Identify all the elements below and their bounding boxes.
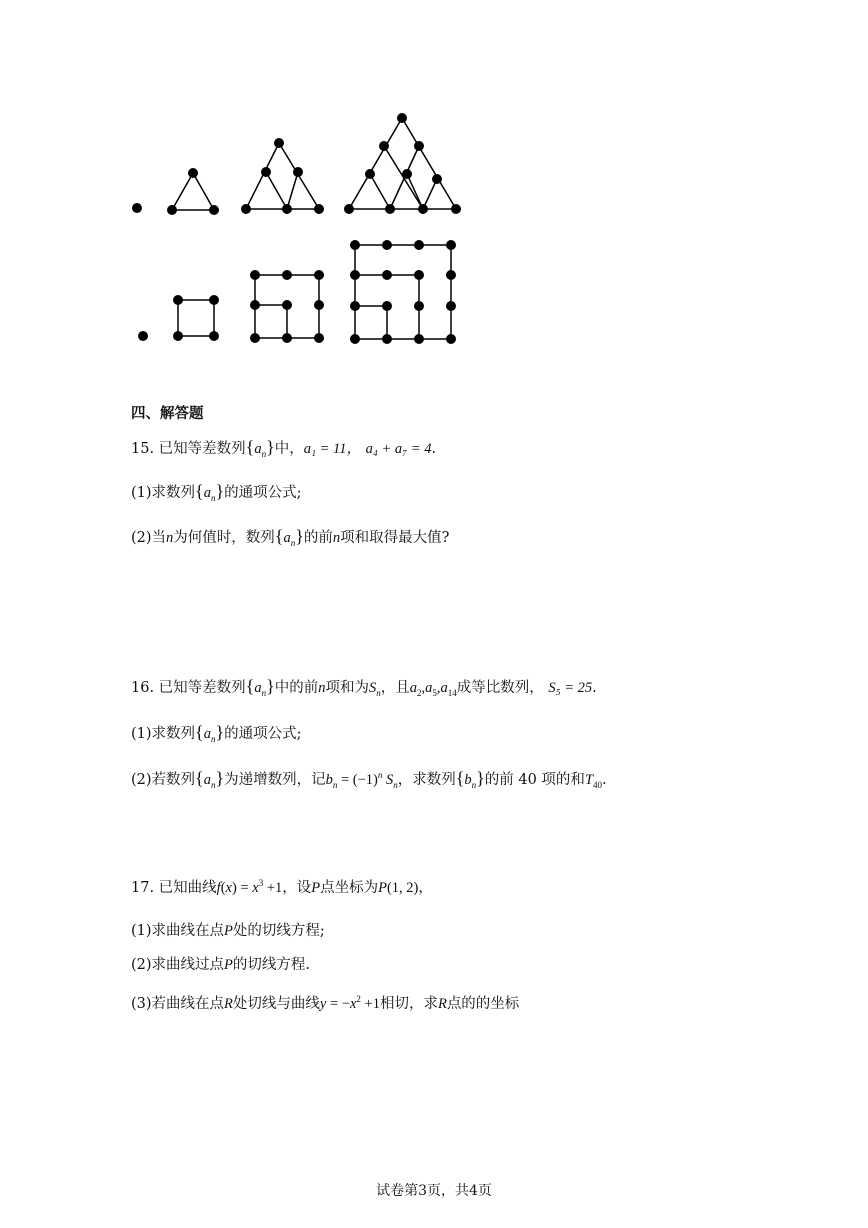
q17-part-2: (2)求曲线过点P的切线方程. bbox=[131, 957, 311, 973]
q17-number: 17. bbox=[131, 880, 155, 896]
square-pattern-lines bbox=[178, 245, 451, 339]
q15-part-1-text-a: (1)求数列 bbox=[131, 485, 196, 501]
q17-text-3: 点坐标为 bbox=[320, 880, 379, 896]
q17-part-3-text-d: 点的的坐标 bbox=[446, 996, 520, 1012]
section-title: 四、解答题 bbox=[131, 406, 204, 422]
q16-part-2-text-b: 为递增数列，记 bbox=[224, 772, 326, 788]
q17-text-1: 已知曲线 bbox=[158, 880, 217, 896]
q15-text-2: 中， bbox=[274, 441, 304, 457]
q17-part-2-text-a: (2)求曲线过点 bbox=[131, 957, 225, 973]
q15-text-1: 已知等差数列 bbox=[158, 441, 246, 457]
dot-pattern-figure bbox=[0, 0, 868, 400]
q17-part-3-text-a: (3)若曲线在点 bbox=[131, 996, 225, 1012]
q15-part-1-text-b: 的通项公式; bbox=[224, 485, 302, 501]
q17-text-4: ， bbox=[418, 880, 433, 896]
q15-number: 15. bbox=[131, 441, 155, 457]
q16-text-2: 中的前 bbox=[274, 680, 319, 696]
q15-condition-2: a₄ + a₇ = 4 bbox=[365, 441, 432, 457]
q16-part-1: (1)求数列$\{a_n\}$的通项公式; bbox=[131, 722, 302, 744]
q17-part-2-text-b: 的切线方程. bbox=[232, 957, 311, 973]
q16-part-1-text-a: (1)求数列 bbox=[131, 726, 196, 742]
q16-text-4: ，且 bbox=[380, 680, 410, 696]
q16-text-3: 项和为 bbox=[325, 680, 369, 696]
q15-part-1: (1)求数列$\{a_n\}$的通项公式; bbox=[131, 481, 302, 503]
q16-part-1-text-b: 的通项公式; bbox=[224, 726, 302, 742]
q17-stem: 17. 已知曲线$f(x) = x^3 +1$，设P点坐标为P(1, 2)， bbox=[131, 878, 433, 896]
q15-condition-1: a₁ = 11， bbox=[303, 441, 361, 457]
q15-part-2: (2)当n为何值时，数列$\{a_n\}$的前n项和取得最大值? bbox=[131, 526, 450, 548]
q17-part-1-text-b: 处的切线方程; bbox=[232, 923, 325, 939]
q15-part-2-text-c: 的前 bbox=[303, 530, 333, 546]
page-footer: 试卷第3页，共4页 bbox=[376, 1183, 492, 1199]
q16-stem: 16. 已知等差数列$\{a_n\}$中的前n项和为$S_n$，且$a_2,a_5,a_{14}$成等比数列， S₅ = 25. bbox=[131, 676, 597, 698]
q17-part-3: (3)若曲线在点R处切线与曲线$y = -x^2 +1$相切，求R点的的坐标 bbox=[131, 994, 520, 1012]
q17-part-3-text-b: 处切线与曲线 bbox=[232, 996, 320, 1012]
q17-part-1-text-a: (1)求曲线在点 bbox=[131, 923, 225, 939]
q17-part-3-text-c: 相切，求 bbox=[379, 996, 438, 1012]
square-pattern-dots bbox=[138, 240, 456, 344]
q16-condition: S₅ = 25 bbox=[548, 680, 593, 696]
q16-part-2-text-e: . bbox=[602, 772, 607, 788]
q17-part-1: (1)求曲线在点P处的切线方程; bbox=[131, 923, 325, 939]
q16-part-2: (2)若数列$\{a_n\}$为递增数列，记$b_n = (-1)^n$ $S_n$，求数列$\{b_n\}$的前 40 项的和$T_{40}$. bbox=[131, 768, 607, 790]
q16-number: 16. bbox=[131, 680, 155, 696]
q15-part-2-text-b: 为何值时，数列 bbox=[173, 530, 275, 546]
q16-text-1: 已知等差数列 bbox=[158, 680, 246, 696]
q17-text-2: ，设 bbox=[282, 880, 312, 896]
q15-part-2-text-a: (2)当 bbox=[131, 530, 167, 546]
q16-part-2-text-d: 的前 40 项的和 bbox=[484, 772, 585, 788]
q15-part-2-text-d: 项和取得最大值? bbox=[340, 530, 450, 546]
triangle-pattern-dots bbox=[132, 113, 461, 215]
q16-part-2-text-a: (2)若数列 bbox=[131, 772, 196, 788]
triangle-pattern-lines bbox=[172, 118, 456, 210]
q16-text-5: 成等比数列， bbox=[456, 680, 544, 696]
q16-part-2-text-c: ，求数列 bbox=[397, 772, 456, 788]
q15-stem: 15. 已知等差数列$\{a_n\}$中，a₁ = 11， a₄ + a₇ = 4. bbox=[131, 437, 437, 459]
